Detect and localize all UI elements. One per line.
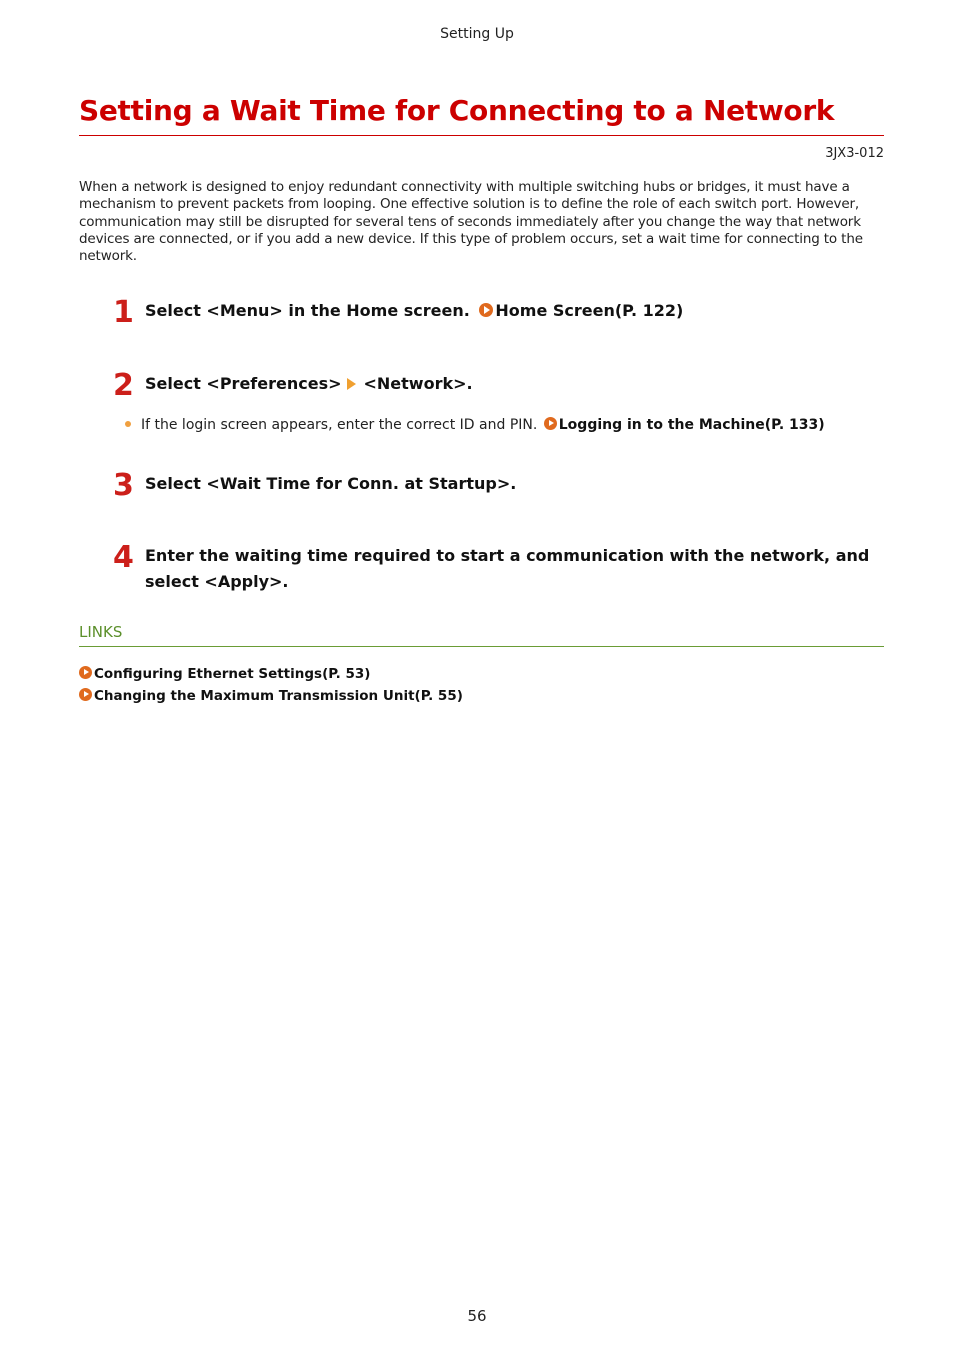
link-changing-mtu[interactable] xyxy=(79,688,463,704)
step-2-note xyxy=(125,417,825,433)
page-number: 56 xyxy=(467,1307,487,1325)
step-instruction-line2: select <Apply>. xyxy=(145,572,289,591)
links-divider xyxy=(79,646,884,647)
page-title: Setting a Wait Time for Connecting to a Network xyxy=(79,94,835,127)
link-text: Configuring Ethernet Settings(P. 53) xyxy=(94,666,371,682)
home-screen-link[interactable] xyxy=(479,301,683,320)
circle-arrow-icon xyxy=(79,666,92,679)
circle-arrow-icon xyxy=(79,688,92,701)
circle-arrow-icon xyxy=(479,303,493,317)
intro-paragraph: When a network is designed to enjoy redundant connectivity with multiple switching hubs or bridges, it must have a mechanism to prevent packets from looping. One effective solution is to define the role of each switch port. However, communication may still be disrupted for several tens of seconds immediately after you change the way that network devices are connected, or if you add a new device. If this type of problem occurs, set a wait time for connecting to the network. xyxy=(79,179,863,265)
circle-arrow-icon xyxy=(544,417,557,430)
step-number: 1 xyxy=(113,295,134,330)
link-text: Changing the Maximum Transmission Unit(P. 55) xyxy=(94,688,463,704)
step-text xyxy=(145,298,683,324)
step-number: 2 xyxy=(113,368,134,403)
step-instruction-line1: Enter the waiting time required to start a communication with the network, and xyxy=(145,546,870,565)
step-instruction-cont: <Network>. xyxy=(363,374,473,393)
page-header: Setting Up xyxy=(440,26,514,42)
link-configuring-ethernet[interactable] xyxy=(79,666,370,682)
link-text: Logging in to the Machine(P. 133) xyxy=(558,417,825,433)
step-text xyxy=(145,371,473,397)
triangle-right-icon xyxy=(347,378,356,390)
step-number: 3 xyxy=(113,468,134,503)
step-instruction: Select <Preferences> xyxy=(145,374,342,393)
note-text: If the login screen appears, enter the correct ID and PIN. xyxy=(141,417,538,433)
links-heading: LINKS xyxy=(79,623,123,641)
bullet-dot-icon xyxy=(125,421,131,427)
step-text xyxy=(145,543,869,595)
login-link[interactable] xyxy=(544,417,825,433)
step-number: 4 xyxy=(113,540,134,575)
step-instruction: Select <Menu> in the Home screen. xyxy=(145,301,470,320)
document-code: 3JX3-012 xyxy=(825,146,884,161)
link-text: Home Screen(P. 122) xyxy=(495,301,684,320)
step-text: Select <Wait Time for Conn. at Startup>. xyxy=(145,474,517,493)
title-divider xyxy=(79,135,884,136)
